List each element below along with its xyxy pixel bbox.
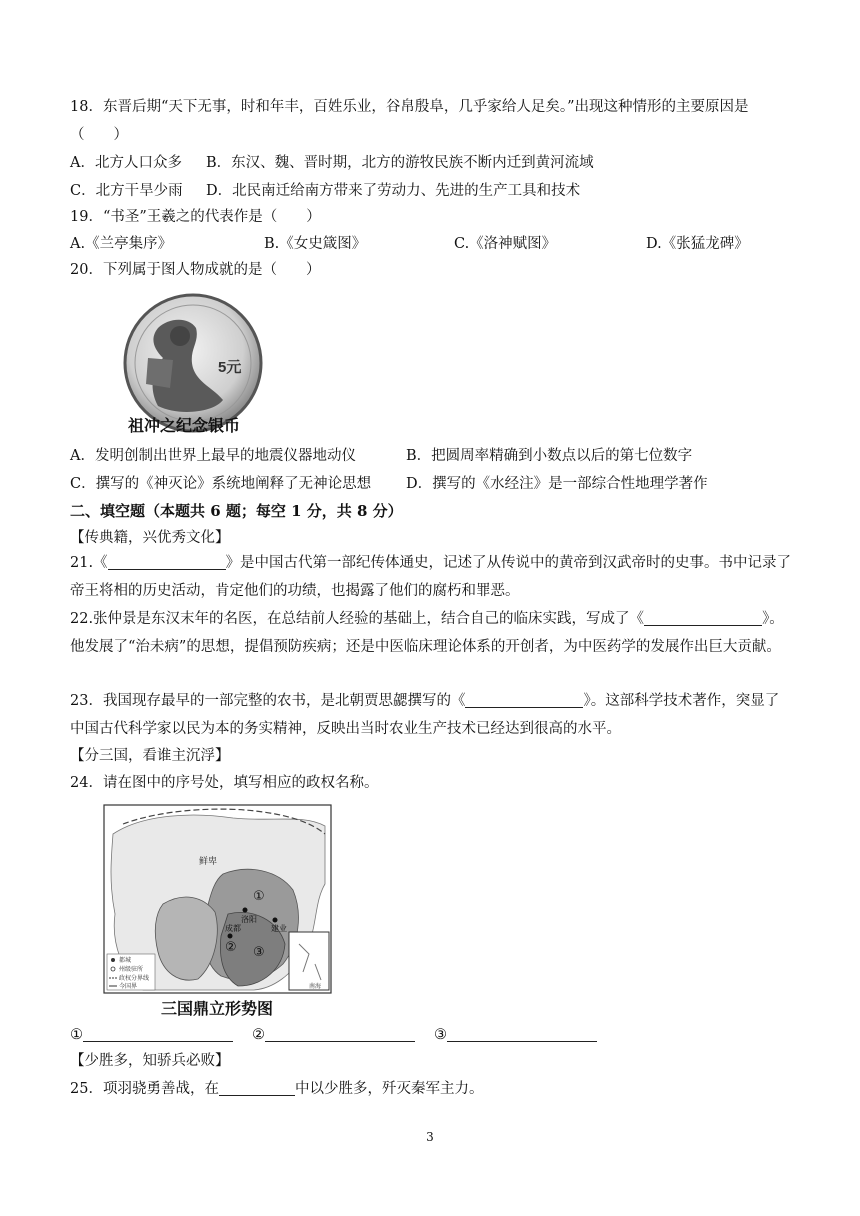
map-legend-boundary: 政权分界线 [119, 975, 150, 982]
q18-option-c: C．北方干旱少雨 [70, 183, 183, 199]
q24-blank-1[interactable] [83, 1025, 233, 1042]
q21-part-b: 》是中国古代第一部纪传体通史，记述了从传说中的黄帝到汉武帝时的史事。书中记录了帝王将相的历史活动，肯定他们的功绩，也揭露了他们的腐朽和罪恶。 [70, 555, 792, 599]
q18-option-a: A．北方人口众多 [70, 155, 182, 171]
q22-blank[interactable] [644, 609, 762, 626]
q23-blank[interactable] [465, 691, 583, 708]
q25-text [70, 1079, 483, 1099]
q22-text [70, 605, 792, 661]
map-legend-capital: 都城 [119, 957, 132, 964]
q22-part-b: 》。他发展了“治未病”的思想，提倡预防疾病；还是中医临床理论体系的开创者，为中医药学的发展作出巨大贡献。 [70, 611, 784, 655]
section-title: 二、填空题（本题共 6 题；每空 1 分，共 8 分） [70, 502, 403, 520]
map-caption: 三国鼎立形势图 [161, 999, 274, 1018]
three-kingdoms-map [103, 804, 365, 1022]
coin-value-label: 5元 [218, 359, 242, 376]
q24-answer-3-label: ③ [434, 1027, 447, 1043]
group-heading-3: 【少胜多，知骄兵必败】 [70, 1053, 230, 1069]
q25-part-b: 中以少胜多，歼灭秦军主力。 [294, 1081, 484, 1097]
map-label-xianbei: 鲜卑 [199, 857, 218, 867]
q24-stem: 24．请在图中的序号处，填写相应的政权名称。 [70, 775, 379, 791]
q23-text [70, 687, 792, 743]
coin-caption: 祖冲之纪念银币 [128, 416, 241, 435]
q19-stem: 19．“书圣”王羲之的代表作是（ ） [70, 209, 321, 225]
q19-option-d: D.《张猛龙碑》 [646, 236, 749, 252]
q22-part-a: 22.张仲景是东汉末年的名医，在总结前人经验的基础上，结合自己的临床实践，写成了《 [70, 611, 645, 627]
q23-part-b: 》。这部科学技术著作，突显了中国古代科学家以民为本的务实精神，反映出当时农业生产技术已经达到很高的水平。 [70, 693, 780, 737]
group-heading-2: 【分三国，看谁主沉浮】 [70, 748, 230, 764]
q24-answer-2-label: ② [252, 1027, 265, 1043]
map-label-luoyang: 洛阳 [241, 915, 257, 924]
q25-blank[interactable] [219, 1079, 295, 1096]
q20-option-a: A．发明创制出世界上最早的地震仪器地动仪 [70, 448, 356, 464]
q24-blank-3[interactable] [447, 1025, 597, 1042]
q18-option-d: D．北民南迁给南方带来了劳动力、先进的生产工具和技术 [206, 183, 581, 199]
map-inset-label: 南海 [309, 983, 322, 990]
q19-option-b: B.《女史箴图》 [264, 236, 367, 252]
map-number-2: ② [225, 940, 237, 955]
q21-blank[interactable] [108, 553, 226, 570]
map-number-3: ③ [253, 945, 265, 960]
map-label-jianye: 建业 [271, 924, 287, 933]
q24-answer-1-label: ① [70, 1027, 83, 1043]
group-heading-1: 【传典籍，兴优秀文化】 [70, 530, 230, 546]
q24-blank-2[interactable] [265, 1025, 415, 1042]
page-number: 3 [426, 1130, 434, 1144]
map-label-chengdu: 成都 [225, 924, 241, 933]
q20-option-b: B．把圆周率精确到小数点以后的第七位数字 [406, 448, 693, 464]
q18-option-b: B．东汉、魏、晋时期，北方的游牧民族不断内迁到黄河流域 [206, 155, 594, 171]
q21-text [70, 549, 792, 605]
q23-part-a: 23．我国现存最早的一部完整的农书，是北朝贾思勰撰写的《 [70, 693, 466, 709]
q24-answer-3 [434, 1025, 597, 1045]
q20-option-c: C．撰写的《神灭论》系统地阐释了无神论思想 [70, 476, 372, 492]
map-legend-border: 今国界 [119, 983, 138, 990]
q24-answer-1 [70, 1025, 233, 1045]
q19-option-a: A.《兰亭集序》 [70, 236, 173, 252]
q20-option-d: D．撰写的《水经注》是一部综合性地理学著作 [406, 476, 708, 492]
q25-part-a: 25．项羽骁勇善战，在 [70, 1081, 219, 1097]
q24-answer-2 [252, 1025, 415, 1045]
q18-stem: 18．东晋后期“天下无事，时和年丰，百姓乐业，谷帛殷阜，几乎家给人足矣。”出现这种情形的主要原因是 [70, 99, 749, 115]
q18-paren: （ ） [70, 127, 128, 143]
q21-part-a: 21.《 [70, 555, 108, 571]
q19-option-c: C.《洛神赋图》 [454, 236, 557, 252]
map-number-1: ① [253, 889, 265, 904]
q20-stem: 20．下列属于图人物成就的是（ ） [70, 262, 321, 278]
map-legend-prefecture: 州级驻所 [119, 966, 144, 973]
